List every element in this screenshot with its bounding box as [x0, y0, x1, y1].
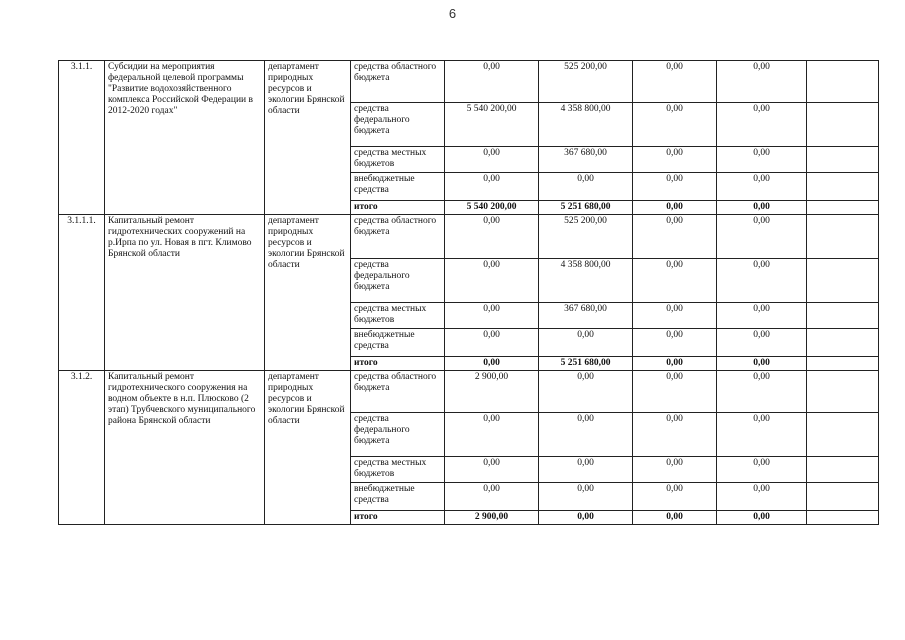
amount-cell: 0,00 — [633, 103, 717, 147]
amount-cell: 0,00 — [633, 303, 717, 329]
funding-source: средства областного бюджета — [351, 61, 445, 103]
table-row — [59, 215, 879, 259]
amount-cell: 2 900,00 — [445, 511, 539, 525]
funding-source: средства областного бюджета — [351, 371, 445, 413]
empty-cell — [807, 371, 879, 413]
amount-cell: 0,00 — [717, 413, 807, 457]
funding-source: итого — [351, 201, 445, 215]
amount-cell: 0,00 — [633, 61, 717, 103]
amount-cell: 0,00 — [717, 303, 807, 329]
amount-cell: 4 358 800,00 — [539, 103, 633, 147]
amount-cell: 0,00 — [717, 483, 807, 511]
amount-cell: 0,00 — [539, 413, 633, 457]
amount-cell: 0,00 — [633, 173, 717, 201]
empty-cell — [807, 357, 879, 371]
amount-cell: 0,00 — [717, 259, 807, 303]
item-name: Капитальный ремонт гидротехнических сооружений на р.Ирпа по ул. Новая в пгт. Климово Брянской области — [105, 215, 265, 371]
amount-cell: 367 680,00 — [539, 147, 633, 173]
amount-cell: 0,00 — [717, 61, 807, 103]
amount-cell: 0,00 — [539, 173, 633, 201]
amount-cell: 0,00 — [445, 147, 539, 173]
amount-cell: 0,00 — [633, 357, 717, 371]
empty-cell — [807, 259, 879, 303]
empty-cell — [807, 201, 879, 215]
empty-cell — [807, 173, 879, 201]
amount-cell: 0,00 — [717, 371, 807, 413]
empty-cell — [807, 457, 879, 483]
amount-cell: 5 540 200,00 — [445, 201, 539, 215]
item-code: 3.1.2. — [59, 371, 105, 525]
amount-cell: 0,00 — [633, 413, 717, 457]
funding-source: средства федерального бюджета — [351, 413, 445, 457]
amount-cell: 0,00 — [717, 511, 807, 525]
item-code: 3.1.1. — [59, 61, 105, 215]
funding-source: итого — [351, 357, 445, 371]
empty-cell — [807, 147, 879, 173]
amount-cell: 0,00 — [633, 329, 717, 357]
table-body — [59, 61, 879, 525]
amount-cell: 0,00 — [445, 457, 539, 483]
table-row — [59, 371, 879, 413]
amount-cell: 0,00 — [717, 457, 807, 483]
funding-source: средства областного бюджета — [351, 215, 445, 259]
amount-cell: 2 900,00 — [445, 371, 539, 413]
amount-cell: 0,00 — [633, 457, 717, 483]
funding-source: средства местных бюджетов — [351, 147, 445, 173]
funding-source: внебюджетные средства — [351, 329, 445, 357]
budget-table — [58, 60, 879, 525]
amount-cell: 0,00 — [539, 329, 633, 357]
amount-cell: 0,00 — [445, 215, 539, 259]
funding-source: средства федерального бюджета — [351, 259, 445, 303]
empty-cell — [807, 329, 879, 357]
funding-source: итого — [351, 511, 445, 525]
amount-cell: 525 200,00 — [539, 215, 633, 259]
item-code: 3.1.1.1. — [59, 215, 105, 371]
item-executor: департамент природных ресурсов и экологии Брянской области — [265, 61, 351, 215]
item-executor: департамент природных ресурсов и экологии Брянской области — [265, 371, 351, 525]
amount-cell: 5 251 680,00 — [539, 357, 633, 371]
page-number: 6 — [448, 6, 457, 21]
amount-cell: 0,00 — [445, 173, 539, 201]
amount-cell: 0,00 — [445, 413, 539, 457]
amount-cell: 5 540 200,00 — [445, 103, 539, 147]
empty-cell — [807, 511, 879, 525]
funding-source: средства местных бюджетов — [351, 457, 445, 483]
amount-cell: 0,00 — [633, 511, 717, 525]
amount-cell: 0,00 — [445, 329, 539, 357]
amount-cell: 0,00 — [717, 201, 807, 215]
amount-cell: 0,00 — [633, 215, 717, 259]
item-name: Капитальный ремонт гидротехнического сооружения на водном объекте в н.п. Плюсково (2 этап) Трубчевского муниципального района Брянской области — [105, 371, 265, 525]
empty-cell — [807, 303, 879, 329]
amount-cell: 0,00 — [445, 483, 539, 511]
table-row — [59, 61, 879, 103]
amount-cell: 0,00 — [717, 215, 807, 259]
amount-cell: 0,00 — [445, 61, 539, 103]
amount-cell: 0,00 — [539, 457, 633, 483]
funding-source: внебюджетные средства — [351, 173, 445, 201]
amount-cell: 5 251 680,00 — [539, 201, 633, 215]
amount-cell: 0,00 — [717, 147, 807, 173]
amount-cell: 0,00 — [633, 201, 717, 215]
item-executor: департамент природных ресурсов и экологии Брянской области — [265, 215, 351, 371]
amount-cell: 0,00 — [539, 371, 633, 413]
amount-cell: 0,00 — [633, 371, 717, 413]
amount-cell: 0,00 — [445, 357, 539, 371]
amount-cell: 0,00 — [633, 259, 717, 303]
empty-cell — [807, 103, 879, 147]
funding-source: средства федерального бюджета — [351, 103, 445, 147]
amount-cell: 0,00 — [539, 511, 633, 525]
amount-cell: 0,00 — [717, 103, 807, 147]
amount-cell: 0,00 — [717, 329, 807, 357]
empty-cell — [807, 413, 879, 457]
amount-cell: 525 200,00 — [539, 61, 633, 103]
empty-cell — [807, 61, 879, 103]
empty-cell — [807, 215, 879, 259]
amount-cell: 0,00 — [717, 173, 807, 201]
amount-cell: 0,00 — [633, 483, 717, 511]
empty-cell — [807, 483, 879, 511]
amount-cell: 4 358 800,00 — [539, 259, 633, 303]
funding-source: средства местных бюджетов — [351, 303, 445, 329]
amount-cell: 0,00 — [717, 357, 807, 371]
amount-cell: 367 680,00 — [539, 303, 633, 329]
amount-cell: 0,00 — [445, 303, 539, 329]
amount-cell: 0,00 — [445, 259, 539, 303]
funding-source: внебюджетные средства — [351, 483, 445, 511]
amount-cell: 0,00 — [633, 147, 717, 173]
amount-cell: 0,00 — [539, 483, 633, 511]
item-name: Субсидии на мероприятия федеральной целевой программы "Развитие водохозяйственного комплекса Российской Федерации в 2012-2020 годах" — [105, 61, 265, 215]
